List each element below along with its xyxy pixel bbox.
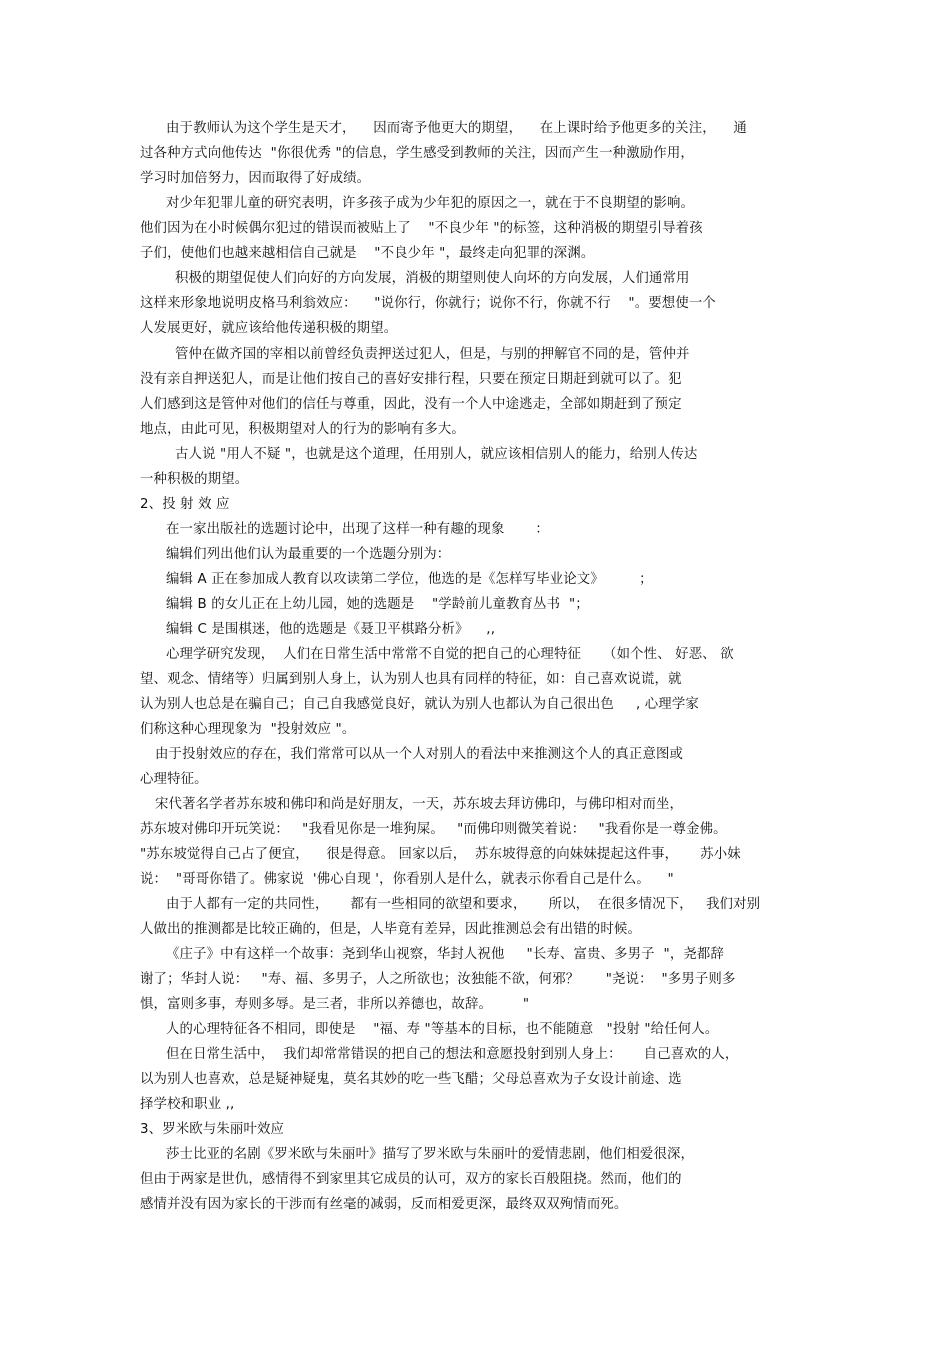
paragraph-line: 但在日常生活中， 我们却常常错误的把自己的想法和意愿投射到别人身上： 自己喜欢的人， (166, 1047, 739, 1062)
paragraph-line: 们称这种心理现象为 "投射效应 "。 (140, 722, 356, 737)
paragraph-line: 管仲在做齐国的宰相以前曾经负责押送过犯人，但是，与别的押解官不同的是，管仲并 (175, 347, 690, 362)
paragraph-line: 但由于两家是世仇，感情得不到家里其它成员的认可，双方的家长百般阻挠。然而，他们的 (140, 1172, 682, 1187)
paragraph-line: 学习时加倍努力，因而取得了好成绩。 (140, 171, 371, 186)
paragraph-line: 过各种方式向他传达 "你很优秀 "的信息，学生感受到教师的关注，因而产生一种激励作用， (140, 146, 694, 161)
paragraph-line: 认为别人也总是在骗自己；自己自我感觉良好，就认为别人也都认为自己很出色 , 心理学家 (140, 697, 699, 712)
paragraph-line: 由于教师认为这个学生是天才， 因而寄予他更大的期望， 在上课时给予他更多的关注， 通 (166, 121, 747, 136)
paragraph-line: 子们，使他们也越来越相信自己就是 "不良少年 "，最终走向犯罪的深渊。 (140, 246, 595, 261)
paragraph-line: 莎士比亚的名剧《罗米欧与朱丽叶》描写了罗米欧与朱丽叶的爱情悲剧，他们相爱很深， (166, 1147, 695, 1162)
section-heading: 2、投 射 效 应 (140, 497, 230, 512)
paragraph-line: 望、观念、情绪等）归属到别人身上，认为别人也具有同样的特征，如：自己喜欢说谎，就 (140, 672, 682, 687)
paragraph-line: 《庄子》中有这样一个故事：尧到华山视察，华封人祝他 "长寿、富贵、多男子 "，尧都辞 (166, 947, 725, 962)
paragraph-line: 古人说 "用人不疑 "，也就是这个道理，任用别人，就应该相信别人的能力，给别人传达 (175, 447, 698, 462)
paragraph-line: 以为别人也喜欢，总是疑神疑鬼，莫名其妙的吃一些飞醋；父母总喜欢为子女设计前途、选 (140, 1072, 682, 1087)
paragraph-line: "苏东坡觉得自己占了便宜， 很是得意。 回家以后， 苏东坡得意的向妹妹提起这件事， 苏小妹 (140, 847, 741, 862)
paragraph-line: 感情并没有因为家长的干涉而有丝毫的减弱，反而相爱更深，最终双双殉情而死。 (140, 1197, 628, 1212)
paragraph-line: 没有亲自押送犯人，而是让他们按自己的喜好安排行程，只要在预定日期赶到就可以了。犯 (140, 372, 682, 387)
paragraph-line: 编辑 A 正在参加成人教育以攻读第二学位，他选的是《怎样写毕业论文》 ； (166, 572, 653, 587)
paragraph-line: 一种积极的期望。 (140, 472, 249, 487)
paragraph-line: 编辑 C 是围棋迷，他的选题是《聂卫平棋路分析》 ,, (166, 622, 496, 637)
paragraph-line: 人们感到这是管仲对他们的信任与尊重，因此，没有一个人中途逃走，全部如期赶到了预定 (140, 397, 682, 412)
paragraph-line: 谢了；华封人说： "寿、福、多男子，人之所欲也；汝独能不欲，何邪？ "尧说： "多男子则多 (140, 972, 736, 987)
paragraph-line: 积极的期望促使人们向好的方向发展，消极的期望则使人向坏的方向发展，人们通常用 (175, 271, 690, 286)
paragraph-line: 人做出的推测都是比较正确的，但是，人毕竟有差异，因此推测总会有出错的时候。 (140, 922, 642, 937)
paragraph-line: 编辑 B 的女儿正在上幼儿园，她的选题是 "学龄前儿童教育丛书 "； (166, 597, 589, 612)
paragraph-line: 地点，由此可见，积极期望对人的行为的影响有多大。 (140, 422, 465, 437)
paragraph-line: 由于人都有一定的共同性， 都有一些相同的欲望和要求， 所以， 在很多情况下， 我们对别 (166, 897, 761, 912)
paragraph-line: 人发展更好，就应该给他传递积极的期望。 (140, 321, 398, 336)
paragraph-line: 惧，富则多事，寿则多辱。是三者，非所以养德也，故辞。 " (140, 997, 530, 1012)
paragraph-line: 苏东坡对佛印开玩笑说： "我看见你是一堆狗屎。 "而佛印则微笑着说： "我看你是一尊金佛。 (140, 822, 727, 837)
paragraph-line: 由于投射效应的存在，我们常常可以从一个人对别人的看法中来推测这个人的真正意图或 (155, 747, 684, 762)
paragraph-line: 择学校和职业 ,, (140, 1097, 235, 1112)
paragraph-line: 人的心理特征各不相同，即使是 "福、寿 "等基本的目标，也不能随意 "投射 "给任何人。 (166, 1022, 719, 1037)
paragraph-line: 宋代著名学者苏东坡和佛印和尚是好朋友，一天，苏东坡去拜访佛印，与佛印相对而坐， (155, 797, 684, 812)
paragraph-line: 对少年犯罪儿童的研究表明，许多孩子成为少年犯的原因之一，就在于不良期望的影响。 (166, 196, 695, 211)
paragraph-line: 心理学研究发现， 人们在日常生活中常常不自觉的把自己的心理特征 （如个性、 好恶、 欲 (166, 647, 734, 662)
paragraph-line: 编辑们列出他们认为最重要的一个选题分别为： (166, 547, 451, 562)
paragraph-line: 这样来形象地说明皮格马利翁效应： "说你行，你就行；说你不行，你就不行 "。要想使一个 (140, 296, 716, 311)
paragraph-line: 心理特征。 (140, 772, 208, 787)
paragraph-line: 他们因为在小时候偶尔犯过的错误而被贴上了 "不良少年 "的标签，这种消极的期望引导着孩 (140, 221, 703, 236)
paragraph-line: 在一家出版社的选题讨论中，出现了这样一种有趣的现象 ： (166, 522, 549, 537)
section-heading: 3、罗米欧与朱丽叶效应 (140, 1122, 285, 1137)
paragraph-line: 说： "哥哥你错了。佛家说 '佛心自现 '，你看别人是什么，就表示你看自己是什么。 " (140, 872, 674, 887)
